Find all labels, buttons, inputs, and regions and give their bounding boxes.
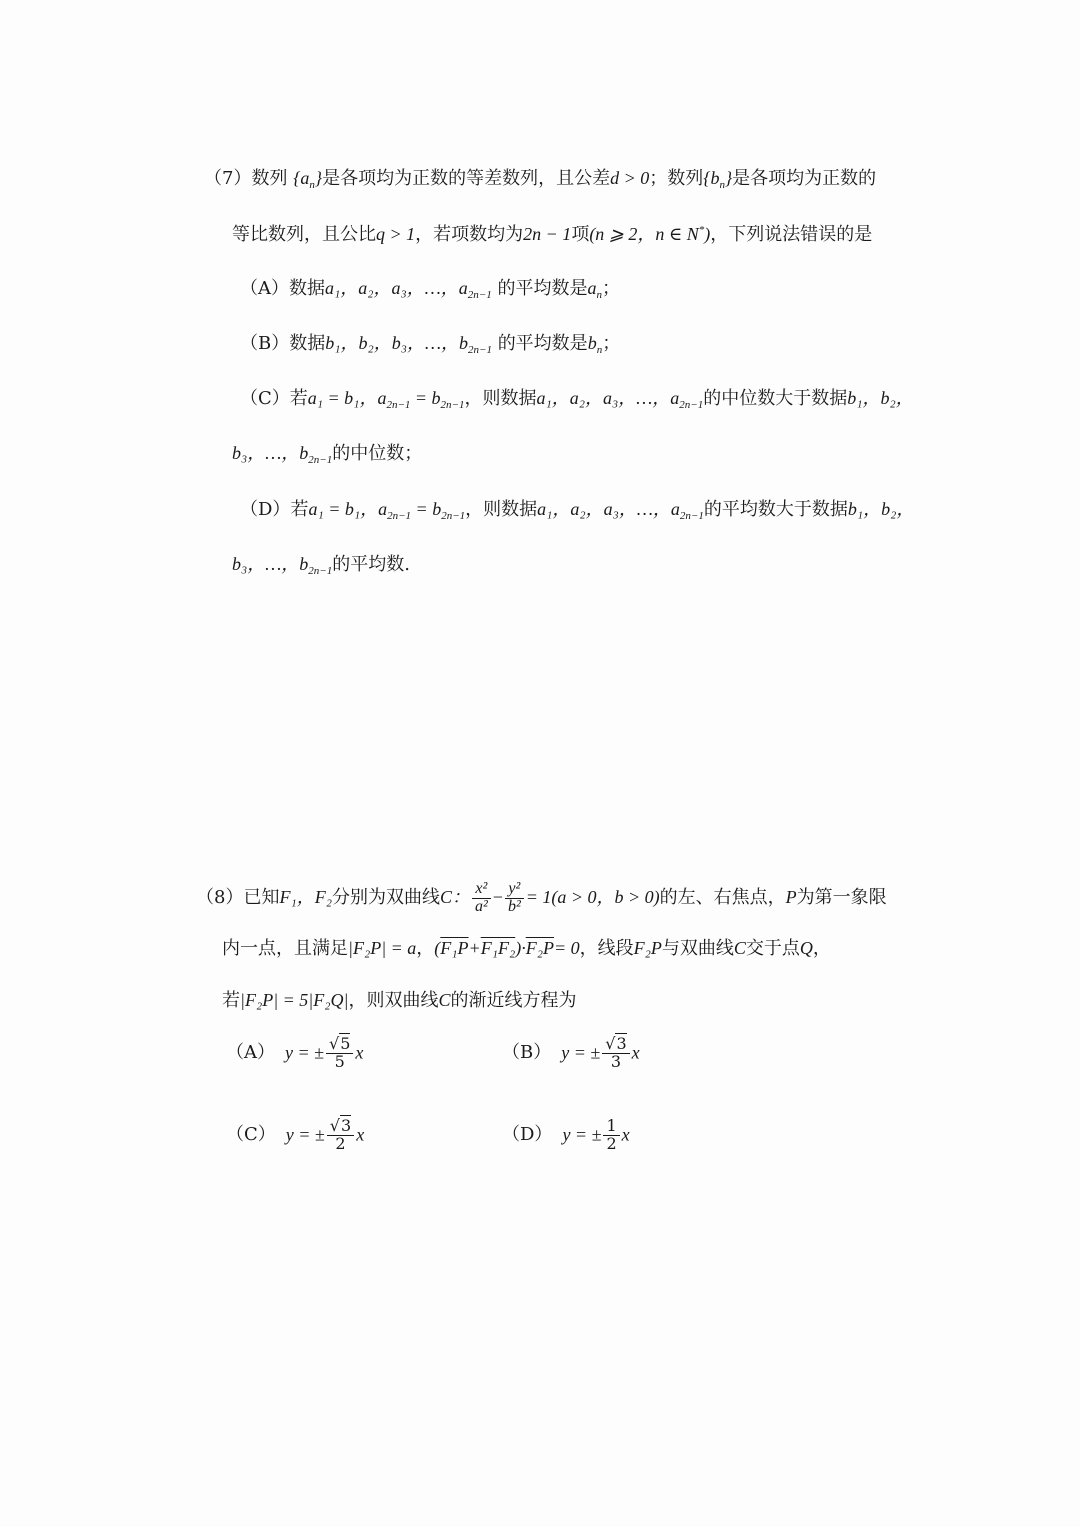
q8-text: ， [812, 938, 831, 959]
q8-stem-line1 [196, 880, 887, 915]
q7-stem-line1 [204, 166, 876, 197]
q7-option-b-end: ； [602, 333, 621, 354]
q8-option-d-frac: $\frac{1}{2}$ [603, 1118, 619, 1153]
q8-abs1: |F₂P| = a [348, 938, 417, 958]
q8-option-c-var: x [356, 1124, 365, 1145]
q7-option-d[interactable] [240, 497, 914, 528]
q7-option-a-end: ； [601, 278, 620, 299]
q8-stem-line3 [222, 988, 576, 1013]
q8-option-d[interactable] [502, 1118, 630, 1153]
q8-text: 分别为双曲线 [331, 887, 440, 908]
q7-text: 数列 [251, 168, 288, 189]
q7-option-d-text: 若 [290, 499, 309, 520]
q7-option-d-list2b: b₃，…，$b_{2n-1}$ [232, 554, 333, 577]
q8-option-b-label: （B） [502, 1042, 552, 1064]
q8-text: 与双曲线 [661, 938, 734, 959]
q7-option-c-text: 若 [289, 388, 308, 409]
q7-option-a-label: （A） [240, 278, 289, 299]
q7-option-d-list2a: b₁，b₂， [847, 499, 915, 519]
q7-option-d-cont [232, 552, 410, 583]
q8-text: 已知 [243, 887, 280, 908]
q8-curve-c: C [733, 938, 746, 958]
q7-option-d-list1: a₁，a₂，a₃，…，$a_{2n-1}$ [537, 499, 704, 522]
q8-option-a-frac: $\frac{√5}{5}$ [326, 1036, 353, 1071]
q7-option-a-result: $a_n$ [587, 278, 602, 301]
q7-option-d-text: ，则数据 [465, 499, 538, 520]
q7-option-d-text: 的平均数大于数据 [703, 499, 848, 520]
q7-option-c[interactable] [240, 386, 914, 417]
q7-number: （7） [204, 168, 252, 189]
q8-stem-line2 [222, 936, 831, 961]
q8-frac-x: $\frac{\text{x²}}{\text{a²}}$ [472, 881, 491, 916]
q8-curve: C： [439, 887, 470, 907]
q8-text: 为第一象限 [796, 887, 887, 908]
q7-text: 是各项均为正数的等差数列，且公差 [322, 168, 611, 189]
q7-option-c-text: ，则数据 [464, 388, 537, 409]
q7-option-a-list: a₁，a₂，a₃，…，$a_{2n-1}$ [325, 278, 492, 301]
q8-option-a-var: x [355, 1042, 364, 1063]
q8-text: 的渐近线方程为 [450, 990, 577, 1011]
q7-option-a-text: 数据 [289, 278, 325, 299]
q8-option-a-label: （A） [226, 1042, 275, 1064]
q7-option-b-text: 数据 [289, 333, 326, 354]
q8-option-d-var: x [621, 1124, 630, 1145]
q7-option-c-cond: a₁ = b₁，$a_{2n-1} = b_{2n-1}$ [307, 388, 465, 411]
q8-frac-y: $\frac{\text{y²}}{\text{b²}}$ [505, 881, 524, 916]
q7-option-c-text: 的中位数大于数据 [703, 388, 848, 409]
q7-count: 2n − 1 [523, 224, 572, 244]
q8-minus: − [492, 887, 503, 907]
q7-option-c-text: 的中位数； [332, 443, 423, 464]
q8-option-b[interactable] [502, 1036, 640, 1071]
q7-text: 等比数列，且公比 [232, 224, 376, 245]
q8-point-q: Q [799, 938, 813, 958]
q8-eq: = 1(a > 0，b > 0) [525, 887, 660, 907]
q7-text: 是各项均为正数的 [732, 168, 877, 189]
q7-text: ，若项数均为 [415, 224, 524, 245]
q7-seq-a: $\{a_n\}$ [293, 168, 323, 191]
q8-curve-c: C [438, 990, 451, 1010]
q8-option-c-label: （C） [226, 1124, 276, 1146]
q8-segment: F₂P [633, 938, 662, 958]
q7-text: 项 [571, 224, 590, 245]
q7-cond-d: d > 0 [610, 168, 650, 188]
q8-text: 内一点，且满足 [222, 938, 348, 959]
q8-option-b-frac: $\frac{√3}{3}$ [602, 1036, 629, 1071]
q8-option-b-var: x [631, 1042, 640, 1063]
q7-option-b-result: $b_n$ [587, 333, 603, 356]
q7-text: ；数列 [649, 168, 704, 189]
q7-option-b-list: b₁，b₂，b₃，…，$b_{2n-1}$ [325, 333, 492, 356]
q7-option-b-text: 的平均数是 [497, 333, 588, 354]
q7-range: (n ⩾ 2，n ∈ N*) [589, 224, 711, 244]
q8-option-d-lhs: y = ± [562, 1124, 602, 1145]
q7-option-b[interactable] [240, 331, 620, 362]
q8-option-d-label: （D） [502, 1124, 553, 1146]
q7-cond-q: q > 1 [376, 224, 416, 244]
q7-text: ，下列说法错误的是 [710, 224, 873, 245]
q8-foci: F₁，F₂ [279, 887, 332, 907]
q8-text: ， [416, 938, 435, 959]
q8-text: ，线段 [579, 938, 634, 959]
q7-option-b-label: （B） [240, 333, 290, 354]
q7-option-d-cond: a₁ = b₁，$a_{2n-1} = b_{2n-1}$ [308, 499, 466, 522]
q8-option-c-frac: $\frac{√3}{2}$ [327, 1118, 354, 1153]
q8-text: 交于点 [745, 938, 800, 959]
q7-option-c-list2a: b₁，b₂， [847, 388, 914, 408]
q7-option-c-list1: a₁，a₂，a₃，…，$a_{2n-1}$ [536, 388, 704, 411]
q7-option-c-list2b: b₃，…，$b_{2n-1}$ [232, 443, 333, 466]
q8-option-a[interactable] [226, 1036, 363, 1071]
q8-number: （8） [196, 887, 244, 908]
q8-text: 的左、右焦点， [659, 887, 786, 908]
q8-vector-expr: (F₁P+F₁F₂)·F₂P= 0 [434, 938, 580, 958]
q8-option-c-lhs: y = ± [285, 1124, 325, 1145]
q8-option-c[interactable] [226, 1118, 364, 1153]
q7-option-c-label: （C） [240, 388, 290, 409]
q8-text: ，则双曲线 [348, 990, 439, 1011]
q8-abs2: |F₂P| = 5|F₂Q| [240, 990, 349, 1010]
q7-stem-line2 [232, 218, 872, 247]
q7-option-a[interactable] [240, 276, 620, 307]
q8-option-b-lhs: y = ± [561, 1042, 601, 1063]
q7-option-a-text: 的平均数是 [497, 278, 588, 299]
q8-option-a-lhs: y = ± [285, 1042, 325, 1063]
q8-point-p: P [785, 887, 797, 907]
q7-option-d-label: （D） [240, 499, 291, 520]
q7-option-c-cont [232, 441, 422, 472]
q8-text: 若 [222, 990, 240, 1011]
q7-seq-b: $\{b_n\}$ [703, 168, 733, 191]
q7-option-d-text: 的平均数. [332, 554, 410, 575]
